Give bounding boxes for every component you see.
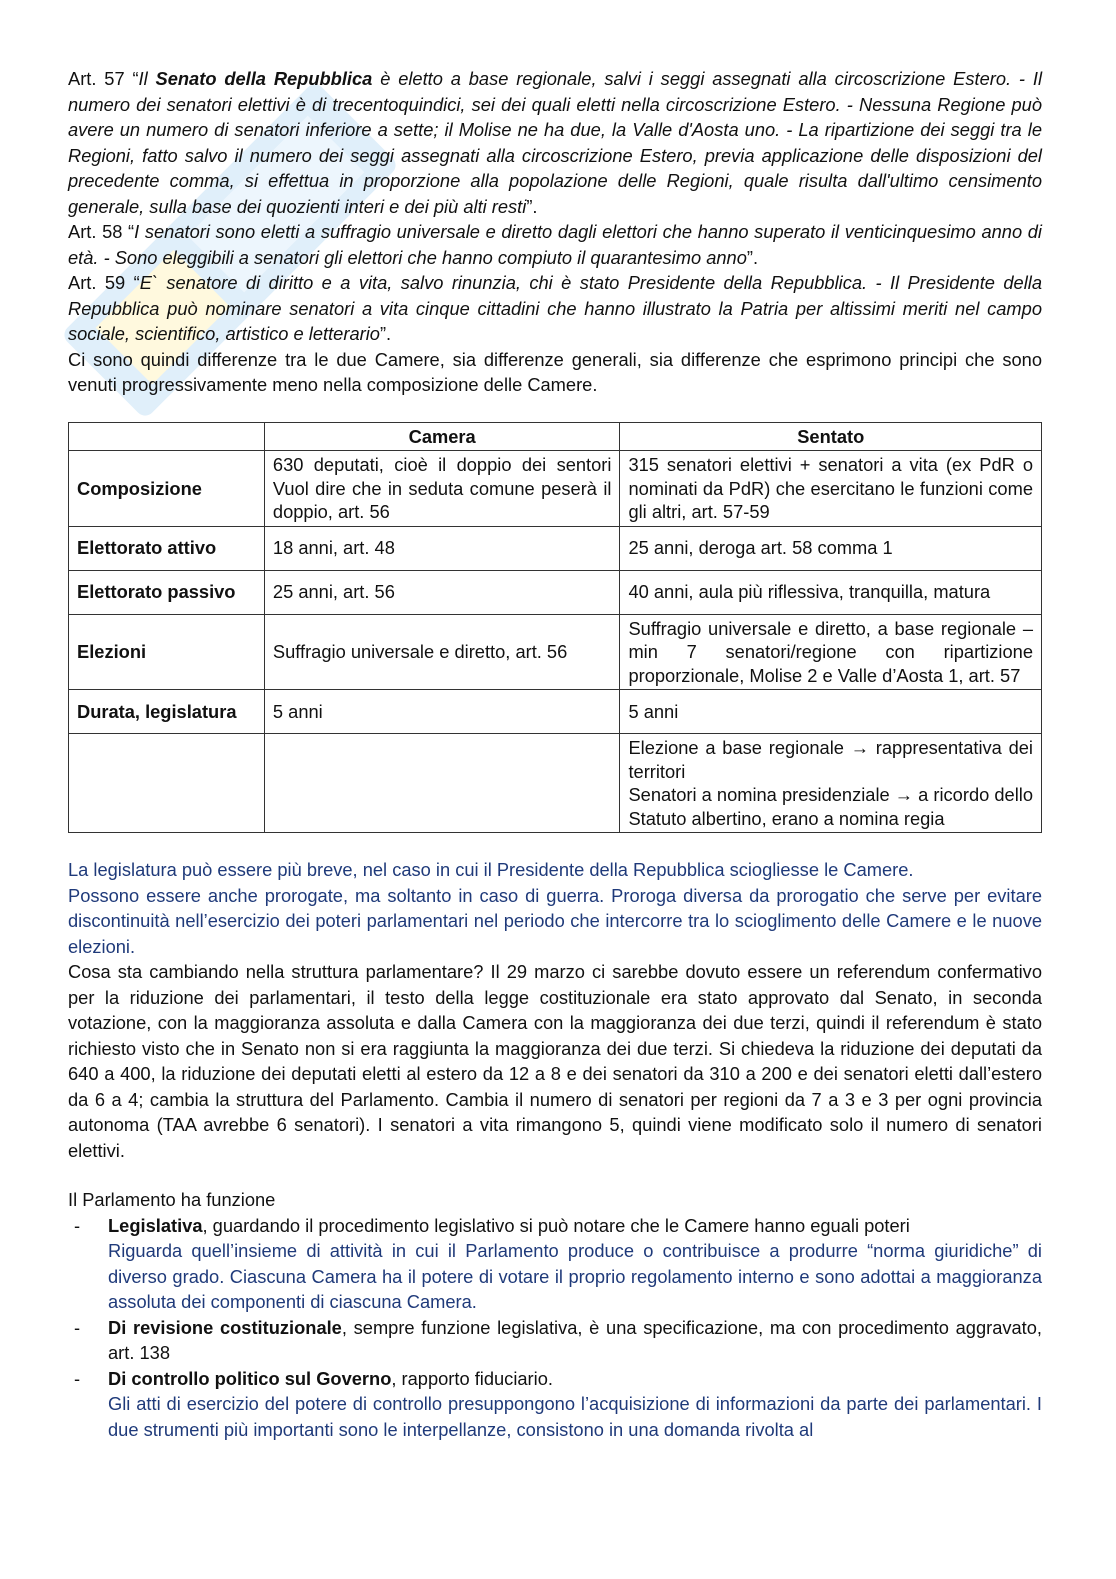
article-58: Art. 58 “I senatori sono eletti a suffragio universale e diretto dagli elettori che hanno superato il venticinquesimo anno di età. - Sono eleggibili a senatori gli elettori che hanno compiuto il quarantesimo anno”. [68,221,1042,268]
senato-note-regional: Elezione a base regionale → rappresentativa dei territori [628,737,1033,782]
senato-cell: 315 senatori elettivi + senatori a vita (ex PdR o nominati da PdR) che esercitano le funzioni come gli altri, art. 57-59 [620,451,1042,527]
proroga-note: Possono essere anche prorogate, ma soltanto in caso di guerra. Proroga diversa da prorogatio che serve per evitare discontinuità nell’esercizio dei poteri parlamentari nel periodo che intercorre tra lo scioglimento delle Camere e le nuove elezioni. [68,884,1042,957]
table-row [69,570,1042,614]
intro-differences: Ci sono quindi differenze tra le due Camere, sia differenze generali, sia differenze che esprimono principi che sono venuti progressivamente meno nella composizione delle Camere. [68,348,1042,395]
list-item: - Legislativa, guardando il procedimento legislativo si può notare che le Camere hanno eguali poteri Riguarda quell’insieme di attività in cui il Parlamento produce o contribuisce a produrre “norma giuridiche” di diverso grado. Ciascuna Camera ha il potere di votare il proprio regolamento interno e sono adottai a maggioranza assoluta dei componenti di ciascuna Camera. [68,1213,1042,1315]
table-row [69,451,1042,527]
table-row [69,690,1042,734]
senato-note-nomina: Senatori a nomina presidenziale → a ricordo dello Statuto albertino, erano a nomina regia [628,784,1033,829]
document-page [68,66,1042,1442]
list-item-note: Riguarda quell’insieme di attività in cui il Parlamento produce o contribuisce a produrre “norma giuridiche” di diverso grado. Ciascuna Camera ha il potere di votare il proprio regolamento interno e sono adottai a maggioranza assoluta dei componenti di ciascuna Camera. [108,1240,1042,1312]
senato-cell [620,734,1042,833]
camera-cell: Suffragio universale e diretto, art. 56 [264,614,620,690]
row-label: Elezioni [69,614,265,690]
article-59: Art. 59 “E` senatore di diritto e a vita, salvo rinunzia, chi è stato Presidente della Repubblica. - Il Presidente della Repubblica può nominare senatori a vita cinque cittadini che hanno illustrato la Patria per altissimi meriti nel campo sociale, scientifico, artistico e letterario”. [68,272,1042,344]
senato-cell: 40 anni, aula più riflessiva, tranquilla, matura [620,570,1042,614]
row-label: Durata, legislatura [69,690,265,734]
row-label: Elettorato passivo [69,570,265,614]
article-57: Art. 57 “Il Senato della Repubblica è eletto a base regionale, salvi i seggi assegnati alla circoscrizione Estero. - Il numero dei senatori elettivi è di trecentoquindici, sei dei quali eletti nella circoscrizione Estero. - Nessuna Regione può avere un numero di senatori inferiore a sette; il Molise ne ha due, la Valle d'Aosta uno. - La ripartizione dei seggi tra le Regioni, fatto salvo il numero dei seggi assegnati alla circoscrizione Estero, previa applicazione delle disposizioni del precedente comma, si effettua in proporzione alla popolazione delle Regioni, quale risulta dall'ultimo censimento generale, sulla base dei quozienti interi e dei più alti resti”. [68,68,1042,217]
table-row [69,526,1042,570]
table-row [69,734,1042,833]
camera-cell: 18 anni, art. 48 [264,526,620,570]
list-item: - Di controllo politico sul Governo, rapporto fiduciario. Gli atti di esercizio del potere di controllo presuppongono l’acquisizione di informazioni da parte dei parlamentari. I due strumenti più importanti sono le interpellanze, consistono in una domanda rivolta al [68,1366,1042,1443]
bullet-dash: - [74,1316,81,1338]
list-item: - Di revisione costituzionale, sempre funzione legislativa, è una specificazione, ma con procedimento aggravato, art. 138 [74,1316,1043,1363]
table-row [69,614,1042,690]
spacer [68,833,1042,857]
header-camera: Camera [264,422,620,451]
row-label: Elettorato attivo [69,526,265,570]
funzioni-intro: Il Parlamento ha funzione [68,1189,276,1210]
row-label: Composizione [69,451,265,527]
camera-cell: 5 anni [264,690,620,734]
header-empty [69,422,265,451]
comparison-table [68,422,1042,834]
spacer [68,1163,1042,1187]
list-item-note: Gli atti di esercizio del potere di controllo presuppongono l’acquisizione di informazioni da parte dei parlamentari. I due strumenti più importanti sono le interpellanze, consistono in una domanda rivolta al [108,1393,1042,1440]
senato-cell: 5 anni [620,690,1042,734]
senato-cell: 25 anni, deroga art. 58 comma 1 [620,526,1042,570]
row-label [69,734,265,833]
camera-cell: 630 deputati, cioè il doppio dei sentori Vuol dire che in seduta comune peserà il doppio, art. 56 [264,451,620,527]
senato-cell: Suffragio universale e diretto, a base regionale – min 7 senatori/regione con ripartizione proporzionale, Molise 2 e Valle d’Aosta 1, art. 57 [620,614,1042,690]
header-senato: Sentato [620,422,1042,451]
camera-cell: 25 anni, art. 56 [264,570,620,614]
funzioni-list [68,1213,1042,1443]
bullet-dash: - [74,1367,81,1389]
camera-cell [264,734,620,833]
riforma-paragraph: Cosa sta cambiando nella struttura parlamentare? Il 29 marzo ci sarebbe dovuto essere un referendum confermativo per la riduzione dei parlamentari, il testo della legge costituzionale era stato approvato dal Senato, in seconda votazione, con la maggioranza assoluta e dalla Camera con la maggioranza dei due terzi, quindi il referendum è stato richiesto visto che in Senato non si era raggiunta la maggioranza dei due terzi. Si chiedeva la riduzione dei deputati da 640 a 400, la riduzione dei deputati eletti al estero da 12 a 8 e dei senatori da 310 a 200 e dei senatori eletti dall’estero da 6 a 4; cambia la struttura del Parlamento. Cambia il numero di senatori per regioni da 7 a 3 e 3 per ogni provincia autonoma (TAA avrebbe 6 senatori). I senatori a vita rimangono 5, quindi viene modificato solo il numero di senatori elettivi. [68,961,1042,1161]
legislatura-note: La legislatura può essere più breve, nel caso in cui il Presidente della Repubblica sciogliesse le Camere. [68,859,914,880]
table-header-row [69,422,1042,451]
senato-title: Senato della Repubblica [155,68,373,89]
bullet-dash: - [74,1214,81,1236]
